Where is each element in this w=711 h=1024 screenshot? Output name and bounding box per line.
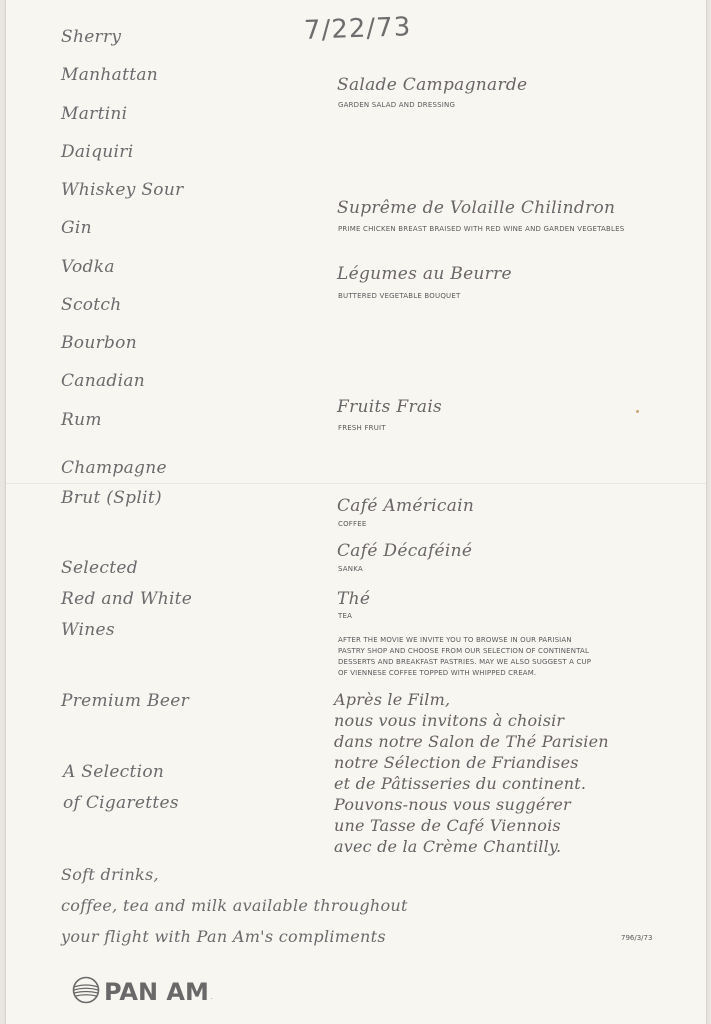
note-line: OF VIENNESE COFFEE TOPPED WITH WHIPPED CREAM. [338, 669, 537, 677]
dish-description: TEA [338, 612, 353, 620]
handwritten-date: 7/22/73 [303, 12, 412, 46]
logo-wordmark: PAN AM [104, 978, 209, 1006]
drink-item: Bourbon [61, 333, 137, 353]
note-line: nous vous invitons à choisir [334, 711, 565, 730]
dish-title: Café Décaféiné [337, 541, 473, 561]
drink-item: Martini [61, 104, 128, 124]
pan-am-globe-icon [72, 976, 100, 1008]
drink-item: Manhattan [61, 65, 159, 85]
drink-item: Champagne [61, 458, 167, 478]
menu-card [6, 0, 706, 1024]
note-line: Après le Film, [334, 690, 451, 709]
drink-item: Gin [61, 218, 92, 238]
after-movie-note-english [338, 635, 668, 679]
dish-title: Fruits Frais [337, 397, 443, 417]
dish-title: Café Américain [337, 496, 475, 516]
note-line: notre Sélection de Friandises [334, 753, 579, 772]
drink-item: Wines [61, 620, 115, 640]
dish-description: PRIME CHICKEN BREAST BRAISED WITH RED WINE AND GARDEN VEGETABLES [338, 225, 625, 233]
dish-title: Salade Campagnarde [337, 75, 528, 95]
note-line: AFTER THE MOVIE WE INVITE YOU TO BROWSE IN OUR PARISIAN [338, 636, 572, 644]
after-movie-note-french [334, 689, 609, 857]
print-code: 796/3/73 [621, 934, 653, 942]
pan-am-logo [72, 977, 213, 1007]
note-line: Pouvons-nous vous suggérer [334, 795, 571, 814]
paper-speck [636, 410, 639, 413]
dish-description: GARDEN SALAD AND DRESSING [338, 101, 456, 109]
dish-description: BUTTERED VEGETABLE BOUQUET [338, 292, 461, 300]
drink-item: Scotch [61, 295, 122, 315]
note-line: DESSERTS AND BREAKFAST PASTRIES. MAY WE ALSO SUGGEST A CUP [338, 658, 592, 666]
note-line: une Tasse de Café Viennois [334, 816, 561, 835]
drink-item: Whiskey Sour [61, 180, 184, 200]
dish-description: COFFEE [338, 520, 367, 528]
drink-item: Daiquiri [61, 142, 134, 162]
dish-description: FRESH FRUIT [338, 424, 386, 432]
dish-description: SANKA [338, 565, 363, 573]
drink-item: A Selection [63, 762, 165, 782]
drink-item: Red and White [61, 589, 193, 609]
drink-item: Sherry [61, 27, 122, 47]
drink-item: of Cigarettes [63, 793, 179, 813]
drink-item: Premium Beer [61, 691, 189, 711]
note-line: avec de la Crème Chantilly. [334, 837, 562, 856]
dish-title: Thé [337, 589, 371, 609]
dish-title: Suprême de Volaille Chilindron [337, 198, 616, 218]
drink-item: Canadian [61, 371, 146, 391]
footer-line: coffee, tea and milk available throughout [61, 896, 408, 915]
drink-item: Vodka [61, 257, 115, 277]
drink-item: Selected [61, 558, 138, 578]
drink-item: Rum [61, 410, 102, 430]
footer-line: your flight with Pan Am's compliments [61, 927, 386, 946]
drink-item: Brut (Split) [61, 488, 162, 508]
logo-mark: . [210, 994, 213, 1001]
note-line: et de Pâtisseries du continent. [334, 774, 587, 793]
note-line: dans notre Salon de Thé Parisien [334, 732, 609, 751]
note-line: PASTRY SHOP AND CHOOSE FROM OUR SELECTION OF CONTINENTAL [338, 647, 589, 655]
footer-line: Soft drinks, [61, 865, 159, 884]
dish-title: Légumes au Beurre [337, 264, 512, 284]
fold-line [6, 483, 706, 484]
